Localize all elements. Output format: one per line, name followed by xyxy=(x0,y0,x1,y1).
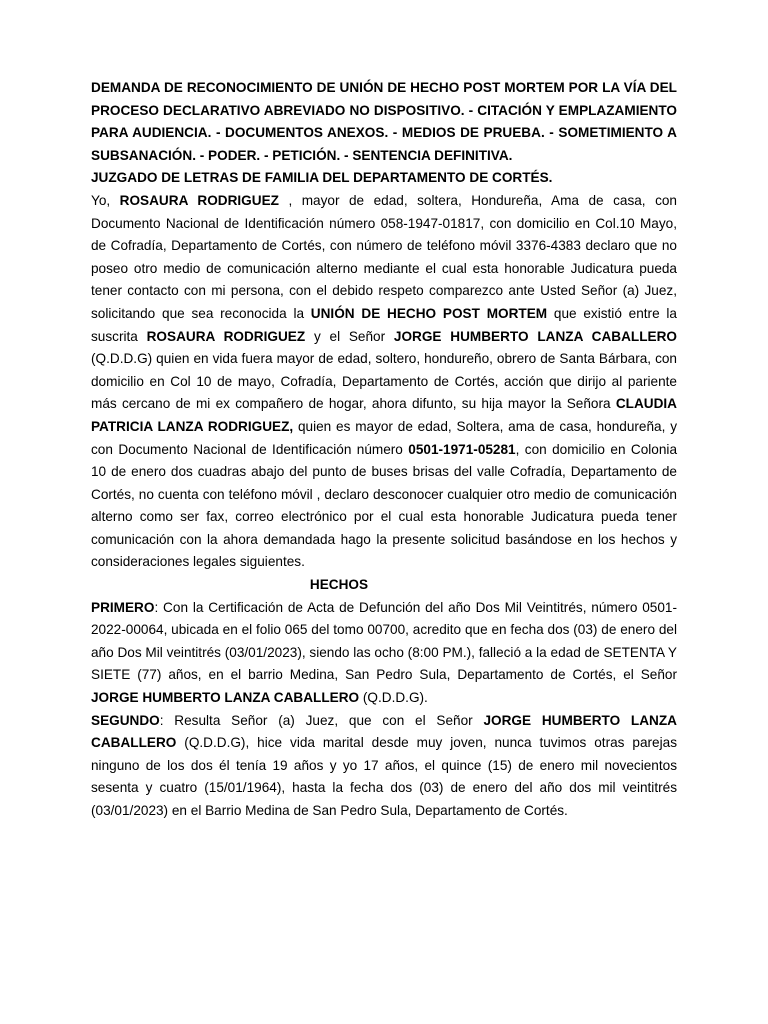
fact-segundo-text-2: (Q.D.D.G), hice vida marital desde muy joven, nunca tuvimos otras parejas ninguno de los dos él tenía 19 años y yo 17 años, el quince (15) de enero mil novecientos sesenta y cuatro (15/01/1964), hasta la fecha dos (03) de enero del año dos mil veintitrés (03/01/2023) en el Barrio Medina de San Pedro Sula, Departamento de Cortés. xyxy=(91,735,677,818)
fact-segundo-text-1: : Resulta Señor (a) Juez, que con el Señor xyxy=(159,712,484,728)
fact-segundo-label: SEGUNDO xyxy=(91,712,160,728)
document-title: DEMANDA DE RECONOCIMIENTO DE UNIÓN DE HECHO POST MORTEM POR LA VÍA DEL PROCESO DECLARATIVO ABREVIADO NO DISPOSITIVO. - CITACIÓN Y EMPLAZAMIENTO PARA AUDIENCIA. - DOCUMENTOS ANEXOS. - MEDIOS DE PRUEBA. - SOMETIMIENTO A SUBSANACIÓN. - PODER. - PETICIÓN. - SENTENCIA DEFINITIVA. xyxy=(91,80,677,163)
plaintiff-name-repeat: ROSAURA RODRIGUEZ xyxy=(146,328,306,344)
fact-primero-label: PRIMERO xyxy=(91,599,155,615)
intro-paragraph xyxy=(91,190,677,574)
defendant-name: CLAUDIA PATRICIA LANZA RODRIGUEZ, xyxy=(91,396,677,434)
intro-text-7: , con domicilio en Colonia 10 de enero dos cuadras abajo del punto de buses brisas del valle Cofradía, Departamento de Cortés, no cuenta con teléfono móvil , declaro desconocer cualquier otro medio de comunicación alterno como ser fax, correo electrónico por el cual esta honorable Judicatura pueda tener comunicación con la ahora demandada hago la presente solicitud basándose en los hechos y consideraciones legales siguientes. xyxy=(91,441,678,570)
facts-heading: HECHOS xyxy=(309,577,369,593)
fact-primero-text-1: : Con la Certificación de Acta de Defunción del año Dos Mil Veintitrés, número 0501-2022-00064, ubicada en el folio 065 del tomo 00700, acredito que en fecha dos (03) de enero del año Dos Mil veintitrés (03/01/2023), siendo las ocho (8:00 PM.), falleció a la edad de SETENTA Y SIETE (77) años, en el barrio Medina, San Pedro Sula, Departamento de Cortés, el Señor xyxy=(91,599,677,683)
deceased-name: JORGE HUMBERTO LANZA CABALLERO xyxy=(393,328,677,344)
court-name: JUZGADO DE LETRAS DE FAMILIA DEL DEPARTAMENTO DE CORTÉS. xyxy=(91,170,553,186)
intro-text-6: quien es mayor de edad, Soltera, ama de casa, hondureña, y con Documento Nacional de Identificación número xyxy=(91,418,677,457)
fact-segundo xyxy=(91,710,677,823)
fact-primero-deceased-name: JORGE HUMBERTO LANZA CABALLERO xyxy=(91,690,360,706)
fact-segundo-deceased-name: JORGE HUMBERTO LANZA CABALLERO xyxy=(91,712,677,751)
intro-text-4: y el Señor xyxy=(305,328,394,344)
intro-text-2: , mayor de edad, soltera, Hondureña, Ama de casa, con Documento Nacional de Identificación número 058-1947-01817, con domicilio en Col.10 Mayo, de Cofradía, Departamento de Cortés, con número de teléfono móvil 3376-4383 declaro que no poseo otro medio de comunicación alterno mediante el cual esta honorable Judicatura pueda tener contacto con mi persona, con el debido respeto comparezco ante Usted Señor (a) Juez, solicitando que sea reconocida la xyxy=(91,192,677,321)
fact-primero-text-2: (Q.D.D.G). xyxy=(359,690,428,706)
fact-primero xyxy=(91,597,677,710)
defendant-id-number: 0501-1971-05281 xyxy=(408,441,516,457)
document-body xyxy=(91,77,677,823)
claim-type: UNIÓN DE HECHO POST MORTEM xyxy=(310,305,548,321)
intro-text-1: Yo, xyxy=(91,192,120,208)
intro-text-3: que existió entre la suscrita xyxy=(91,305,677,344)
plaintiff-name: ROSAURA RODRIGUEZ xyxy=(119,192,279,208)
intro-text-5: (Q.D.D.G) quien en vida fuera mayor de edad, soltero, hondureño, obrero de Santa Bárbara, con domicilio en Col 10 de mayo, Cofradía, Departamento de Cortés, acción que dirijo al pariente más cercano de mi ex compañero de hogar, ahora difunto, su hija mayor la Señora xyxy=(91,351,677,412)
